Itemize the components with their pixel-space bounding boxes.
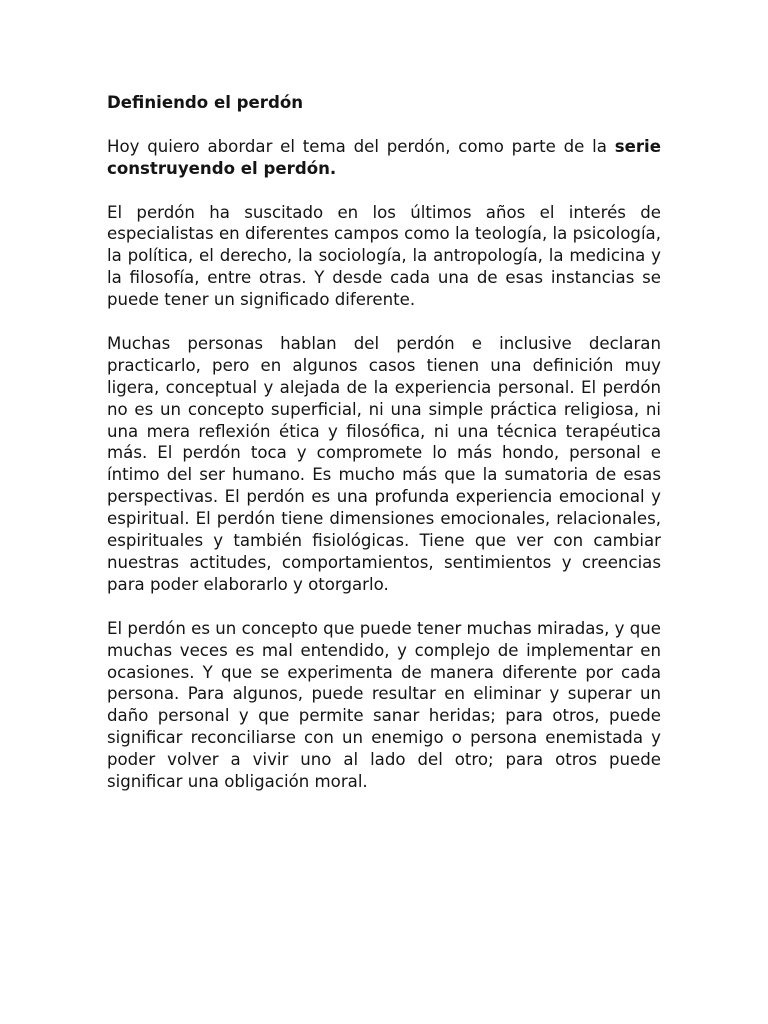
paragraph-3: El perdón es un concepto que puede tener muchas miradas, y que muchas veces es mal entendido, y complejo de implementar en ocasiones. Y que se experimenta de manera diferente por cada persona. Para algunos, puede resultar en eliminar y superar un daño personal y que permite sanar heridas; para otros, puede significar reconciliarse con un enemigo o persona enemistada y poder volver a vivir uno al lado del otro; para otros puede significar una obligación moral. <box>107 618 661 792</box>
paragraph-1: El perdón ha suscitado en los últimos años el interés de especialistas en diferentes campos como la teología, la psicología, la política, el derecho, la sociología, la antropología, la medicina y la filosofía, entre otras. Y desde cada una de esas instancias se puede tener un significado diferente. <box>107 202 661 310</box>
intro-paragraph <box>107 136 661 180</box>
intro-series-name: serie construyendo el perdón. <box>107 136 661 178</box>
document-title: Definiendo el perdón <box>107 93 304 112</box>
intro-text: Hoy quiero abordar el tema del perdón, como parte de la <box>107 136 607 156</box>
document-page <box>107 92 661 815</box>
paragraph-2: Muchas personas hablan del perdón e inclusive declaran practicarlo, pero en algunos casos tienen una definición muy ligera, conceptual y alejada de la experiencia personal. El perdón no es un concepto superficial, ni una simple práctica religiosa, ni una mera reflexión ética y filosófica, ni una técnica terapéutica más. El perdón toca y compromete lo más hondo, personal e íntimo del ser humano. Es mucho más que la sumatoria de esas perspectivas. El perdón es una profunda experiencia emocional y espiritual. El perdón tiene dimensiones emocionales, relacionales, espirituales y también fisiológicas. Tiene que ver con cambiar nuestras actitudes, comportamientos, sentimientos y creencias para poder elaborarlo y otorgarlo. <box>107 333 661 594</box>
